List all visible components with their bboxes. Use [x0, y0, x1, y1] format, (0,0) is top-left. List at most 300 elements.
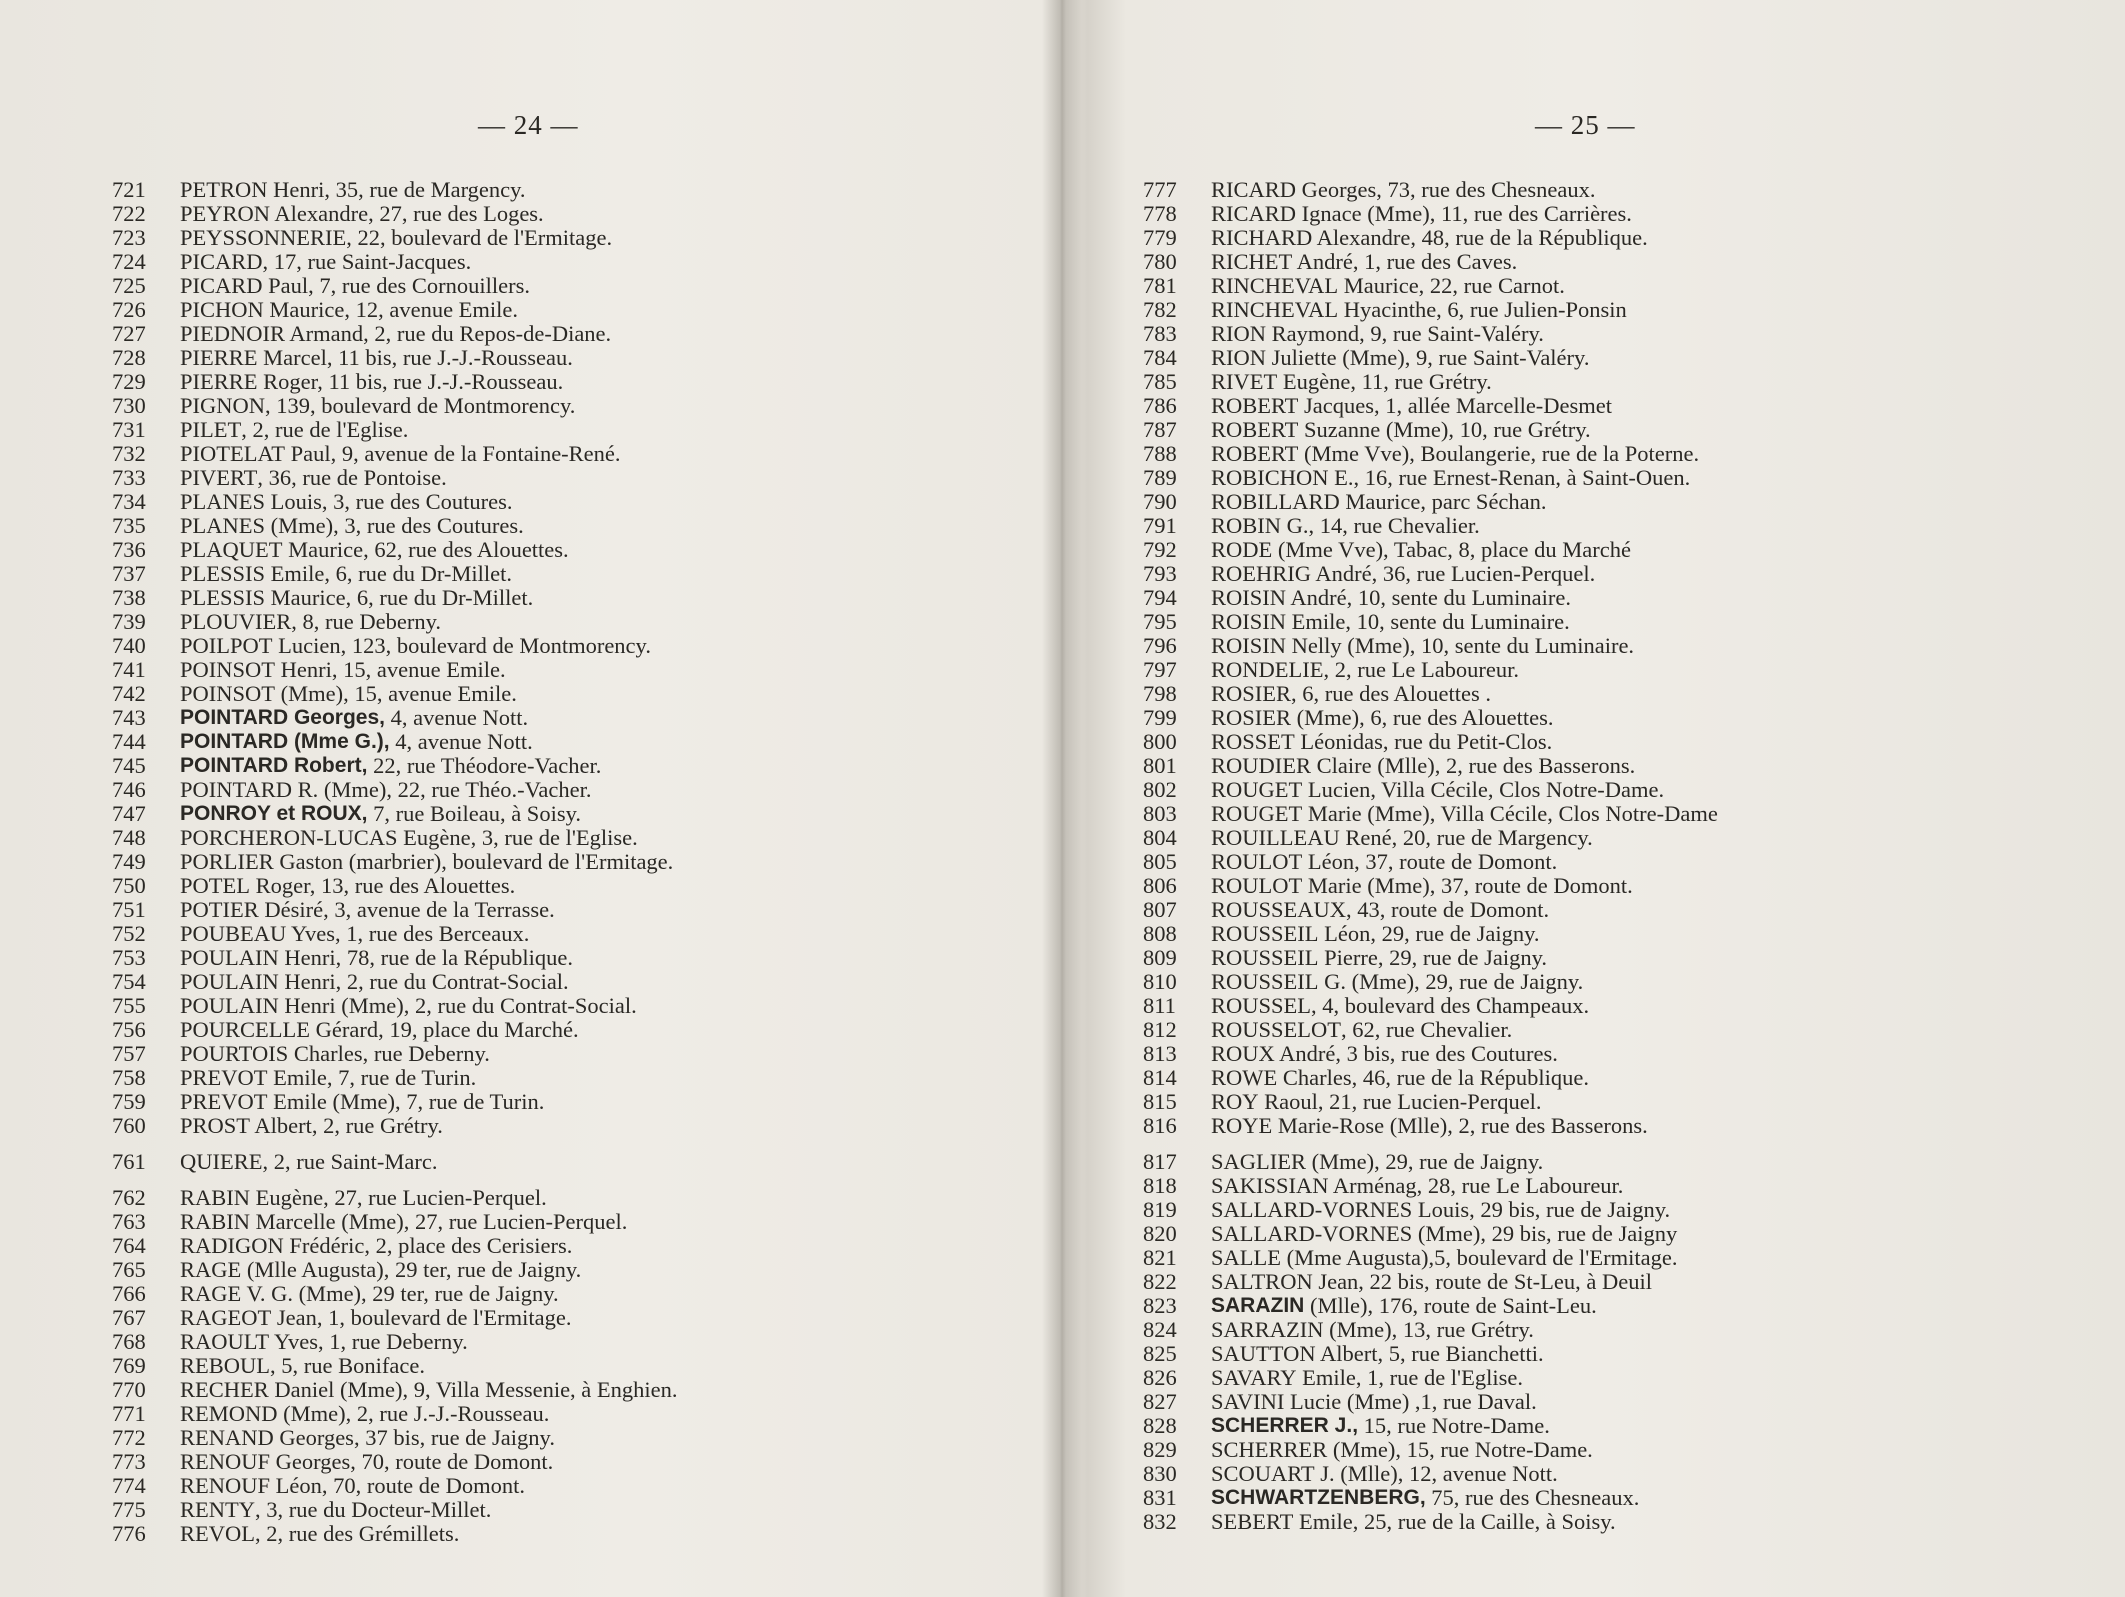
entry-number: 779 [1143, 225, 1177, 250]
entry-number: 721 [112, 177, 146, 202]
directory-entry [112, 1306, 678, 1330]
directory-entry [112, 1378, 678, 1402]
entry-details: Louis, 29 bis, rue de Jaigny. [1412, 1197, 1671, 1222]
entry-number: 791 [1143, 513, 1177, 538]
entry-number: 761 [112, 1149, 146, 1174]
entry-details: Paul, 7, rue des Cornouillers. [262, 273, 530, 298]
entry-number: 748 [112, 825, 146, 850]
entry-number: 739 [112, 609, 146, 634]
directory-entry [112, 394, 678, 418]
directory-entry [1143, 1462, 1718, 1486]
entry-number: 819 [1143, 1197, 1177, 1222]
directory-entry [112, 994, 678, 1018]
entry-number: 750 [112, 873, 146, 898]
entry-number: 753 [112, 945, 146, 970]
entry-name: PIERRE [180, 345, 258, 370]
entry-details: Henri, 78, rue de la République. [278, 945, 574, 970]
entry-number: 799 [1143, 705, 1177, 730]
entry-details: André, 10, sente du Luminaire. [1286, 585, 1571, 610]
entry-details: Georges, 70, route de Domont. [270, 1449, 554, 1474]
directory-entry [1143, 994, 1718, 1018]
entry-number: 816 [1143, 1113, 1177, 1138]
entry-name: REVOL [180, 1521, 255, 1546]
directory-entry [112, 370, 678, 394]
entry-number: 831 [1143, 1485, 1177, 1510]
entry-name: SCHWARTZENBERG, [1211, 1486, 1426, 1509]
entry-details: Georges, 73, rue des Chesneaux. [1296, 177, 1596, 202]
entry-name: ROBERT [1211, 441, 1299, 466]
entry-details: Henri, 15, avenue Emile. [275, 657, 506, 682]
entry-name: PLOUVIER [180, 609, 292, 634]
entry-details: Léonidas, rue du Petit-Clos. [1294, 729, 1553, 754]
directory-entry [112, 1186, 678, 1210]
entry-number: 732 [112, 441, 146, 466]
entry-number: 826 [1143, 1365, 1177, 1390]
directory-entry [112, 442, 678, 466]
entry-details: , 22, boulevard de l'Ermitage. [346, 225, 613, 250]
entry-details: Maurice, 6, rue du Dr-Millet. [265, 585, 534, 610]
entry-name: PICARD [180, 249, 263, 274]
entry-number: 783 [1143, 321, 1177, 346]
entry-name: RICHARD [1211, 225, 1313, 250]
entry-name: ROBERT [1211, 417, 1299, 442]
entry-number: 757 [112, 1041, 146, 1066]
directory-entry [112, 1354, 678, 1378]
directory-entry [112, 682, 678, 706]
right-page [1075, 0, 2125, 1597]
entry-name: RENOUF [180, 1473, 271, 1498]
directory-entry [1143, 370, 1718, 394]
entry-name: SAUTTON [1211, 1341, 1316, 1366]
entry-details: Marie-Rose (Mlle), 2, rue des Basserons. [1272, 1113, 1648, 1138]
entry-name: ROBIN [1211, 513, 1282, 538]
entry-details: Roger, 11 bis, rue J.-J.-Rousseau. [257, 369, 564, 394]
directory-entry [112, 514, 678, 538]
entry-name: PICARD [180, 273, 263, 298]
directory-entry [1143, 538, 1718, 562]
entry-name: REMOND [180, 1401, 278, 1426]
entry-number: 789 [1143, 465, 1177, 490]
directory-entry [1143, 970, 1718, 994]
entry-details: Emile (Mme), 7, rue de Turin. [267, 1089, 545, 1114]
entry-details: (Mme), 29 bis, rue de Jaigny [1412, 1221, 1678, 1246]
directory-entry [1143, 322, 1718, 346]
entry-number: 741 [112, 657, 146, 682]
entry-number: 766 [112, 1281, 146, 1306]
entry-details: Claire (Mlle), 2, rue des Basserons. [1311, 753, 1636, 778]
entry-details: 22, rue Théodore-Vacher. [367, 753, 602, 778]
directory-entry [1143, 1198, 1718, 1222]
entry-name: ROUGET [1211, 777, 1303, 802]
entry-number: 751 [112, 897, 146, 922]
entry-details: Alexandre, 48, rue de la République. [1312, 225, 1648, 250]
entry-name: RABIN [180, 1209, 251, 1234]
entry-name: POULAIN [180, 993, 279, 1018]
entry-number: 818 [1143, 1173, 1177, 1198]
directory-entry [112, 322, 678, 346]
entry-details: , 5, rue Boniface. [270, 1353, 425, 1378]
entry-number: 824 [1143, 1317, 1177, 1342]
entry-details: 7, rue Boileau, à Soisy. [367, 801, 581, 826]
entry-name: PORCHERON-LUCAS [180, 825, 398, 850]
entry-number: 801 [1143, 753, 1177, 778]
directory-entry [1143, 874, 1718, 898]
entry-details: Charles, rue Deberny. [288, 1041, 490, 1066]
entry-number: 811 [1143, 993, 1176, 1018]
entry-name: POINTARD (Mme G.), [180, 730, 390, 753]
entry-number: 736 [112, 537, 146, 562]
entry-details: (Mlle Augusta), 29 ter, rue de Jaigny. [241, 1257, 582, 1282]
directory-entry [112, 1210, 678, 1234]
directory-entry [1143, 1150, 1718, 1174]
entry-name: ROSIER [1211, 705, 1292, 730]
entry-number: 770 [112, 1377, 146, 1402]
entry-details: 4, avenue Nott. [389, 729, 533, 754]
entry-number: 758 [112, 1065, 146, 1090]
directory-entry [112, 346, 678, 370]
entry-number: 782 [1143, 297, 1177, 322]
directory-entry [1143, 898, 1718, 922]
directory-entry [112, 1258, 678, 1282]
directory-entry [1143, 562, 1718, 586]
entry-name: SALLARD-VORNES [1211, 1221, 1413, 1246]
directory-entry [1143, 1390, 1718, 1414]
entry-details: V. G. (Mme), 29 ter, rue de Jaigny. [241, 1281, 559, 1306]
entry-number: 787 [1143, 417, 1177, 442]
directory-entry [1143, 178, 1718, 202]
entry-number: 793 [1143, 561, 1177, 586]
entry-number: 723 [112, 225, 146, 250]
entry-number: 742 [112, 681, 146, 706]
entry-details: Juliette (Mme), 9, rue Saint-Valéry. [1266, 345, 1590, 370]
left-page [0, 0, 1060, 1597]
entry-details: , 139, boulevard de Montmorency. [265, 393, 576, 418]
entry-name: SAKISSIAN [1211, 1173, 1329, 1198]
entry-name: ROUSSEIL [1211, 921, 1319, 946]
entry-number: 813 [1143, 1041, 1177, 1066]
entry-name: ROUILLEAU [1211, 825, 1340, 850]
entry-number: 760 [112, 1113, 146, 1138]
entry-details: Maurice, 22, rue Carnot. [1338, 273, 1565, 298]
entry-number: 821 [1143, 1245, 1177, 1270]
entry-number: 792 [1143, 537, 1177, 562]
entry-name: ROUSSEIL [1211, 945, 1319, 970]
directory-entry [1143, 754, 1718, 778]
entry-name: ROUSSEIL [1211, 969, 1319, 994]
entry-details: (Mme Vve), Boulangerie, rue de la Poterne. [1298, 441, 1700, 466]
entry-name: PIVERT [180, 465, 258, 490]
entry-number: 805 [1143, 849, 1177, 874]
entry-number: 803 [1143, 801, 1177, 826]
entry-details: G., 14, rue Chevalier. [1281, 513, 1480, 538]
entry-details: Charles, 46, rue de la République. [1277, 1065, 1590, 1090]
entry-details: Paul, 9, avenue de la Fontaine-René. [285, 441, 621, 466]
directory-entry [1143, 922, 1718, 946]
entry-name: RAGEOT [180, 1305, 272, 1330]
entry-number: 749 [112, 849, 146, 874]
directory-entry [1143, 586, 1718, 610]
entry-number: 825 [1143, 1341, 1177, 1366]
entry-details: Albert, 2, rue Grétry. [250, 1113, 443, 1138]
directory-entry [112, 298, 678, 322]
entry-number: 759 [112, 1089, 146, 1114]
entry-name: PEYRON [180, 201, 271, 226]
directory-entry [1143, 778, 1718, 802]
entry-number: 767 [112, 1305, 146, 1330]
entry-number: 804 [1143, 825, 1177, 850]
directory-entry [1143, 466, 1718, 490]
entry-details: Suzanne (Mme), 10, rue Grétry. [1298, 417, 1591, 442]
entry-name: ROY [1211, 1089, 1259, 1114]
entry-details: Daniel (Mme), 9, Villa Messenie, à Enghien. [268, 1377, 678, 1402]
entry-name: ROUSSEL [1211, 993, 1312, 1018]
entry-name: PORLIER [180, 849, 274, 874]
entry-number: 786 [1143, 393, 1177, 418]
entry-name: SAVARY [1211, 1365, 1297, 1390]
entry-number: 806 [1143, 873, 1177, 898]
entry-details: Emile, 6, rue du Dr-Millet. [265, 561, 513, 586]
entry-number: 754 [112, 969, 146, 994]
entry-details: Jean, 1, boulevard de l'Ermitage. [271, 1305, 572, 1330]
entry-name: ROBERT [1211, 393, 1299, 418]
directory-entry [112, 1474, 678, 1498]
entry-details: Henri (Mme), 2, rue du Contrat-Social. [278, 993, 637, 1018]
entry-details: Léon, 37, route de Domont. [1302, 849, 1558, 874]
directory-entry [112, 1450, 678, 1474]
entry-number: 808 [1143, 921, 1177, 946]
directory-entry [1143, 1246, 1718, 1270]
entry-name: RINCHEVAL [1211, 297, 1339, 322]
entry-details: Henri, 35, rue de Margency. [267, 177, 526, 202]
entry-name: POTIER [180, 897, 259, 922]
entry-details: 4, avenue Nott. [384, 705, 529, 730]
directory-entry [112, 250, 678, 274]
entry-name: SALTRON [1211, 1269, 1313, 1294]
entry-details: (Mme Augusta),5, boulevard de l'Ermitage. [1281, 1245, 1678, 1270]
entry-name: RICHET [1211, 249, 1293, 274]
directory-entry [1143, 202, 1718, 226]
entry-number: 828 [1143, 1413, 1177, 1438]
directory-entry [112, 1090, 678, 1114]
entry-details: , 2, rue des Grémillets. [255, 1521, 460, 1546]
directory-entry [1143, 250, 1718, 274]
entry-details: Emile, 1, rue de l'Eglise. [1296, 1365, 1523, 1390]
directory-entry [1143, 1414, 1718, 1438]
entry-number: 823 [1143, 1293, 1177, 1318]
directory-entry [112, 1150, 678, 1174]
entry-name: SCHERRER J., [1211, 1414, 1359, 1437]
entry-number: 745 [112, 753, 146, 778]
entry-number: 746 [112, 777, 146, 802]
entry-number: 798 [1143, 681, 1177, 706]
directory-entry [1143, 658, 1718, 682]
entry-details: , 36, rue de Pontoise. [257, 465, 447, 490]
entry-name: SALLE [1211, 1245, 1281, 1270]
entry-details: Yves, 1, rue Deberny. [269, 1329, 468, 1354]
entry-details: Raoul, 21, rue Lucien-Perquel. [1258, 1089, 1542, 1114]
entry-name: ROUGET [1211, 801, 1303, 826]
entry-name: PLAQUET [180, 537, 283, 562]
entry-details: (Mme), 2, rue J.-J.-Rousseau. [277, 1401, 550, 1426]
entry-details: André, 3 bis, rue des Coutures. [1274, 1041, 1558, 1066]
entry-name: SARAZIN [1211, 1294, 1305, 1317]
entry-name: ROULOT [1211, 873, 1303, 898]
entry-name: PILET [180, 417, 242, 442]
entry-details: Marcelle (Mme), 27, rue Lucien-Perquel. [250, 1209, 628, 1234]
directory-entry [112, 1282, 678, 1306]
directory-entry [112, 466, 678, 490]
entry-details: Eugène, 11, rue Grétry. [1277, 369, 1492, 394]
entry-name: RION [1211, 345, 1266, 370]
entry-name: RONDELIE [1211, 657, 1324, 682]
directory-entry [1143, 514, 1718, 538]
directory-entry [1143, 634, 1718, 658]
entry-number: 728 [112, 345, 146, 370]
entry-name: POURTOIS [180, 1041, 289, 1066]
entry-details: 75, rue des Chesneaux. [1425, 1485, 1640, 1510]
directory-entry [112, 634, 678, 658]
entry-number: 747 [112, 801, 146, 826]
directory-entry [1143, 298, 1718, 322]
directory-entry [1143, 1438, 1718, 1462]
entry-name: POURCELLE [180, 1017, 311, 1042]
entry-name: SALLARD-VORNES [1211, 1197, 1413, 1222]
entry-details: Emile, 10, sente du Luminaire. [1286, 609, 1570, 634]
entry-number: 768 [112, 1329, 146, 1354]
directory-entry [112, 850, 678, 874]
entry-number: 765 [112, 1257, 146, 1282]
entry-name: PIEDNOIR [180, 321, 285, 346]
entry-name: RICARD [1211, 201, 1297, 226]
entry-name: SCOUART [1211, 1461, 1315, 1486]
entry-number: 800 [1143, 729, 1177, 754]
entry-name: RAGE [180, 1281, 242, 1306]
entry-number: 726 [112, 297, 146, 322]
entry-number: 775 [112, 1497, 146, 1522]
entry-number: 795 [1143, 609, 1177, 634]
entry-number: 734 [112, 489, 146, 514]
entry-details: , 4, boulevard des Champeaux. [1311, 993, 1590, 1018]
entry-number: 763 [112, 1209, 146, 1234]
entry-number: 772 [112, 1425, 146, 1450]
entry-name: RODE [1211, 537, 1273, 562]
entry-details: Marie (Mme), 37, route de Domont. [1302, 873, 1633, 898]
directory-entry [112, 1426, 678, 1450]
entry-details: Armand, 2, rue du Repos-de-Diane. [285, 321, 612, 346]
directory-entry [1143, 1270, 1718, 1294]
entry-number: 814 [1143, 1065, 1177, 1090]
entry-details: Louis, 3, rue des Coutures. [265, 489, 513, 514]
entry-number: 735 [112, 513, 146, 538]
entry-number: 790 [1143, 489, 1177, 514]
entry-number: 780 [1143, 249, 1177, 274]
entry-name: ROSSET [1211, 729, 1295, 754]
entry-number: 810 [1143, 969, 1177, 994]
directory-entry [1143, 802, 1718, 826]
directory-entry [112, 1114, 678, 1138]
directory-entry [112, 1498, 678, 1522]
entry-name: ROWE [1211, 1065, 1278, 1090]
directory-entry [112, 1330, 678, 1354]
entry-name: ROUX [1211, 1041, 1275, 1066]
entry-number: 809 [1143, 945, 1177, 970]
entry-details: Emile, 25, rue de la Caille, à Soisy. [1293, 1509, 1616, 1534]
entry-details: , 2, rue Le Laboureur. [1323, 657, 1520, 682]
entry-name: POULAIN [180, 969, 279, 994]
directory-entry [1143, 682, 1718, 706]
entry-number: 762 [112, 1185, 146, 1210]
entry-details: Pierre, 29, rue de Jaigny. [1318, 945, 1547, 970]
entry-details: , 3, rue du Docteur-Millet. [255, 1497, 492, 1522]
entry-name: POINTARD Georges, [180, 706, 385, 729]
entry-details: Alexandre, 27, rue des Loges. [270, 201, 544, 226]
entry-name: SCHERRER [1211, 1437, 1328, 1462]
directory-entry [112, 754, 678, 778]
entry-name: SAGLIER [1211, 1149, 1306, 1174]
entry-details: , 8, rue Deberny. [291, 609, 441, 634]
entry-number: 785 [1143, 369, 1177, 394]
entry-number: 784 [1143, 345, 1177, 370]
entry-details: Maurice, 62, rue des Alouettes. [282, 537, 569, 562]
entry-name: ROISIN [1211, 609, 1287, 634]
entry-name: POUBEAU [180, 921, 287, 946]
entry-name: RABIN [180, 1185, 251, 1210]
entry-number: 829 [1143, 1437, 1177, 1462]
entry-details: Maurice, parc Séchan. [1339, 489, 1547, 514]
directory-entry [1143, 1366, 1718, 1390]
entry-name: POILPOT [180, 633, 273, 658]
directory-entry [1143, 346, 1718, 370]
directory-entry [1143, 1342, 1718, 1366]
entry-details: Lucie (Mme) ,1, rue Daval. [1284, 1389, 1537, 1414]
directory-list [112, 178, 678, 1546]
entry-name: RIVET [1211, 369, 1278, 394]
entry-name: ROUSSELOT [1211, 1017, 1342, 1042]
directory-entry [112, 802, 678, 826]
entry-name: SARRAZIN [1211, 1317, 1324, 1342]
entry-name: QUIERE [180, 1149, 263, 1174]
directory-entry [112, 946, 678, 970]
directory-entry [112, 586, 678, 610]
entry-details: R. (Mme), 22, rue Théo.-Vacher. [291, 777, 592, 802]
entry-details: (Mme), 13, rue Grétry. [1323, 1317, 1534, 1342]
directory-list [1143, 178, 1718, 1534]
entry-number: 771 [112, 1401, 146, 1426]
entry-name: PREVOT [180, 1065, 268, 1090]
entry-details: Albert, 5, rue Bianchetti. [1315, 1341, 1544, 1366]
directory-entry [1143, 274, 1718, 298]
entry-details: E., 16, rue Ernest-Renan, à Saint-Ouen. [1328, 465, 1691, 490]
entry-name: PONROY et ROUX, [180, 802, 368, 825]
entry-details: Ignace (Mme), 11, rue des Carrières. [1296, 201, 1632, 226]
entry-details: Frédéric, 2, place des Cerisiers. [283, 1233, 573, 1258]
entry-details: Arménag, 28, rue Le Laboureur. [1328, 1173, 1624, 1198]
directory-entry [1143, 490, 1718, 514]
entry-details: , 6, rue des Alouettes . [1291, 681, 1491, 706]
entry-number: 827 [1143, 1389, 1177, 1414]
entry-number: 752 [112, 921, 146, 946]
entry-number: 730 [112, 393, 146, 418]
entry-name: ROUDIER [1211, 753, 1311, 778]
entry-name: PREVOT [180, 1089, 268, 1114]
entry-number: 815 [1143, 1089, 1177, 1114]
entry-details: Lucien, Villa Cécile, Clos Notre-Dame. [1302, 777, 1665, 802]
directory-entry [1143, 850, 1718, 874]
entry-details: (Mme), 3, rue des Coutures. [265, 513, 524, 538]
entry-details: Yves, 1, rue des Berceaux. [286, 921, 530, 946]
directory-entry [1143, 394, 1718, 418]
entry-details: Eugène, 3, rue de l'Eglise. [397, 825, 638, 850]
